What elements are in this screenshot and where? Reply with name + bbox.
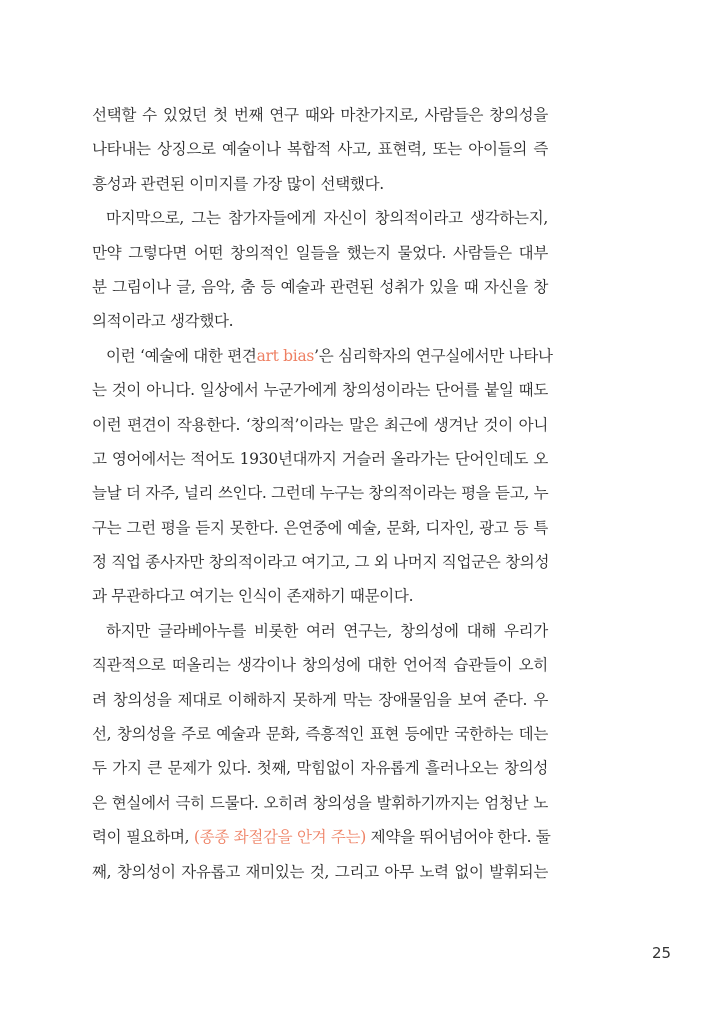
text-line: 의적이라고 생각했다. [92,312,234,331]
text-segment: 제약을 뛰어넘어야 한다. 둘 [366,828,551,847]
text-line [92,820,551,854]
text-line: 두 가지 큰 문제가 있다. 첫째, 막힘없이 자유롭게 흘러나오는 창의성 [92,759,548,778]
text-line: 직관적으로 떠올리는 생각이나 창의성에 대한 언어적 습관들이 오히 [92,656,548,675]
text-line: 하지만 글라베아누를 비롯한 여러 연구는, 창의성에 대해 우리가 [106,621,548,640]
text-line: 만약 그렇다면 어떤 창의적인 일들을 했는지 물었다. 사람들은 대부 [92,243,548,262]
page-number: 25 [652,944,672,962]
highlighted-term: art bias [256,346,315,365]
text-line: 이런 편견이 작용한다. ‘창의적’이라는 말은 최근에 생겨난 것이 아니 [92,415,548,434]
text-line: 늘날 더 자주, 널리 쓰인다. 그런데 누구는 창의적이라는 평을 듣고, 누 [92,484,549,503]
body-text [92,98,553,889]
text-line: 나타내는 상징으로 예술이나 복합적 사고, 표현력, 또는 아이들의 즉 [92,140,548,159]
text-line: 과 무관하다고 여기는 인식이 존재하기 때문이다. [92,587,414,606]
text-line: 구는 그런 평을 듣지 못한다. 은연중에 예술, 문화, 디자인, 광고 등 특 [92,518,548,537]
text-line: 선택할 수 있었던 첫 번째 연구 때와 마찬가지로, 사람들은 창의성을 [92,106,548,124]
text-segment: ’은 심리학자의 연구실에서만 나타나 [314,346,553,365]
text-line: 마지막으로, 그는 참가자들에게 자신이 창의적이라고 생각하는지, [106,209,548,228]
text-line: 선, 창의성을 주로 예술과 문화, 즉흥적인 표현 등에만 국한하는 데는 [92,725,548,744]
text-line: 는 것이 아니다. 일상에서 누군가에게 창의성이라는 단어를 붙일 때도 [92,381,548,400]
text-line: 정 직업 종사자만 창의적이라고 여기고, 그 외 나머지 직업군은 창의성 [92,553,550,572]
text-segment: 력이 필요하며, [92,828,194,847]
text-line: 째, 창의성이 자유롭고 재미있는 것, 그리고 아무 노력 없이 발휘되는 [92,862,548,881]
text-line: 흥성과 관련된 이미지를 가장 많이 선택했다. [92,174,384,193]
text-line: 분 그림이나 글, 음악, 춤 등 예술과 관련된 성취가 있을 때 자신을 창 [92,277,548,296]
highlighted-phrase: (종종 좌절감을 안겨 주는) [193,828,367,847]
text-line: 은 현실에서 극히 드물다. 오히려 창의성을 발휘하기까지는 엄청난 노 [92,793,548,812]
text-line [92,339,553,373]
text-line: 고 영어에서는 적어도 1930년대까지 거슬러 올라가는 단어인데도 오 [92,449,548,468]
text-line: 려 창의성을 제대로 이해하지 못하게 막는 장애물임을 보여 준다. 우 [92,690,548,709]
text-segment: 이런 ‘예술에 대한 편견 [106,346,257,365]
